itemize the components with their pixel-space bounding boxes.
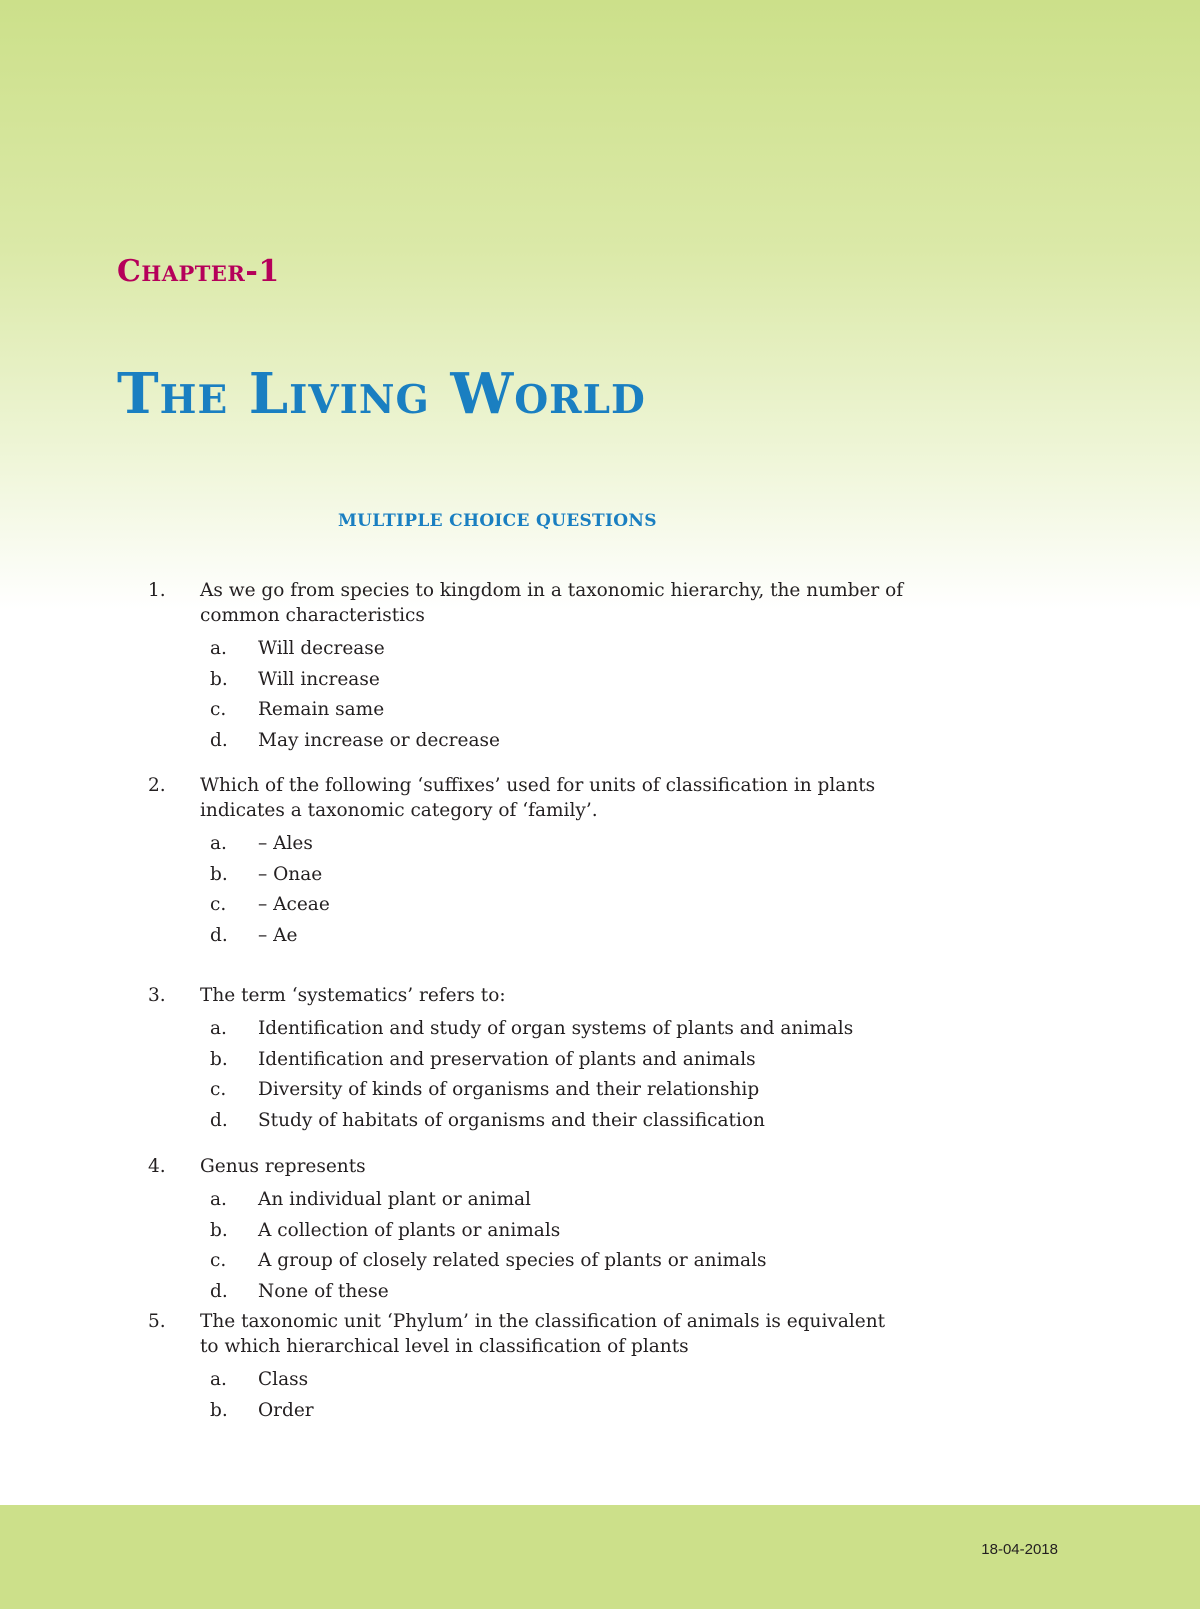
question-3 bbox=[148, 983, 908, 1136]
option-letter: a. bbox=[210, 1018, 227, 1039]
option-item bbox=[148, 890, 908, 921]
option-text: – Aceae bbox=[258, 894, 330, 915]
question-text: As we go from species to kingdom in a taxonomic hierarchy, the number of common characteristics bbox=[200, 580, 904, 626]
option-letter: b. bbox=[210, 863, 228, 885]
option-letter: c. bbox=[210, 699, 227, 720]
option-letter: d. bbox=[210, 924, 228, 946]
option-item bbox=[148, 695, 908, 726]
option-text: Class bbox=[258, 1369, 309, 1390]
option-item bbox=[148, 1045, 908, 1076]
option-item bbox=[148, 1106, 908, 1137]
option-list bbox=[148, 1014, 908, 1136]
question-2 bbox=[148, 773, 908, 951]
option-letter: c. bbox=[210, 894, 227, 915]
footer-date: 18-04-2018 bbox=[981, 1541, 1058, 1558]
option-list bbox=[148, 634, 908, 756]
option-text: Identification and study of organ systems of plants and animals bbox=[258, 1018, 854, 1039]
option-item bbox=[148, 726, 908, 757]
question-number: 1. bbox=[148, 580, 166, 601]
option-text: – Ales bbox=[258, 833, 313, 854]
footer-band bbox=[0, 1505, 1200, 1609]
option-item bbox=[148, 829, 908, 860]
option-item bbox=[148, 1396, 908, 1427]
option-letter: d. bbox=[210, 1280, 228, 1302]
option-item bbox=[148, 1014, 908, 1045]
option-item bbox=[148, 1365, 908, 1396]
option-list bbox=[148, 829, 908, 951]
option-letter: a. bbox=[210, 1189, 227, 1210]
option-letter: b. bbox=[210, 1048, 228, 1070]
question-number: 4. bbox=[148, 1156, 166, 1177]
option-item bbox=[148, 1075, 908, 1106]
option-letter: b. bbox=[210, 1399, 228, 1421]
option-letter: a. bbox=[210, 638, 227, 659]
option-item bbox=[148, 1277, 908, 1308]
question-text: The term ‘systematics’ refers to: bbox=[200, 985, 506, 1006]
question-1 bbox=[148, 578, 908, 756]
question-text: Genus represents bbox=[200, 1156, 366, 1177]
option-letter: d. bbox=[210, 1109, 228, 1131]
option-item bbox=[148, 665, 908, 696]
option-letter: a. bbox=[210, 833, 227, 854]
option-item bbox=[148, 1246, 908, 1277]
option-text: – Onae bbox=[258, 863, 323, 885]
option-item bbox=[148, 921, 908, 952]
question-4 bbox=[148, 1154, 908, 1307]
option-item bbox=[148, 1185, 908, 1216]
option-list bbox=[148, 1185, 908, 1307]
question-number: 2. bbox=[148, 775, 166, 796]
question-5 bbox=[148, 1309, 908, 1426]
option-text: Remain same bbox=[258, 699, 385, 720]
option-list bbox=[148, 1365, 908, 1426]
option-letter: c. bbox=[210, 1079, 227, 1100]
option-text: None of these bbox=[258, 1280, 389, 1302]
option-text: Diversity of kinds of organisms and their relationship bbox=[258, 1079, 760, 1100]
option-text: An individual plant or animal bbox=[258, 1189, 531, 1210]
chapter-title: The Living World bbox=[117, 361, 646, 427]
option-letter: b. bbox=[210, 668, 228, 690]
option-item bbox=[148, 1216, 908, 1247]
option-item bbox=[148, 634, 908, 665]
option-text: Will decrease bbox=[258, 638, 385, 659]
question-text: Which of the following ‘suffixes’ used for units of classification in plants indicates a taxonomic category of ‘family’. bbox=[200, 775, 876, 821]
option-letter: d. bbox=[210, 729, 228, 751]
option-text: Will increase bbox=[258, 668, 380, 690]
option-text: Order bbox=[258, 1399, 314, 1421]
chapter-label: Chapter-1 bbox=[117, 254, 280, 289]
option-letter: a. bbox=[210, 1369, 227, 1390]
option-text: May increase or decrease bbox=[258, 729, 500, 751]
option-text: – Ae bbox=[258, 924, 298, 946]
option-item bbox=[148, 860, 908, 891]
question-number: 3. bbox=[148, 985, 166, 1006]
section-heading: MULTIPLE CHOICE QUESTIONS bbox=[338, 511, 657, 531]
question-number: 5. bbox=[148, 1311, 166, 1332]
option-text: Study of habitats of organisms and their classification bbox=[258, 1109, 765, 1131]
option-letter: c. bbox=[210, 1250, 227, 1271]
option-text: A group of closely related species of plants or animals bbox=[258, 1250, 767, 1271]
option-letter: b. bbox=[210, 1219, 228, 1241]
question-text: The taxonomic unit ‘Phylum’ in the classification of animals is equivalent to which hierarchical level in classification of plants bbox=[200, 1311, 886, 1357]
option-text: Identification and preservation of plants and animals bbox=[258, 1048, 756, 1070]
option-text: A collection of plants or animals bbox=[258, 1219, 561, 1241]
